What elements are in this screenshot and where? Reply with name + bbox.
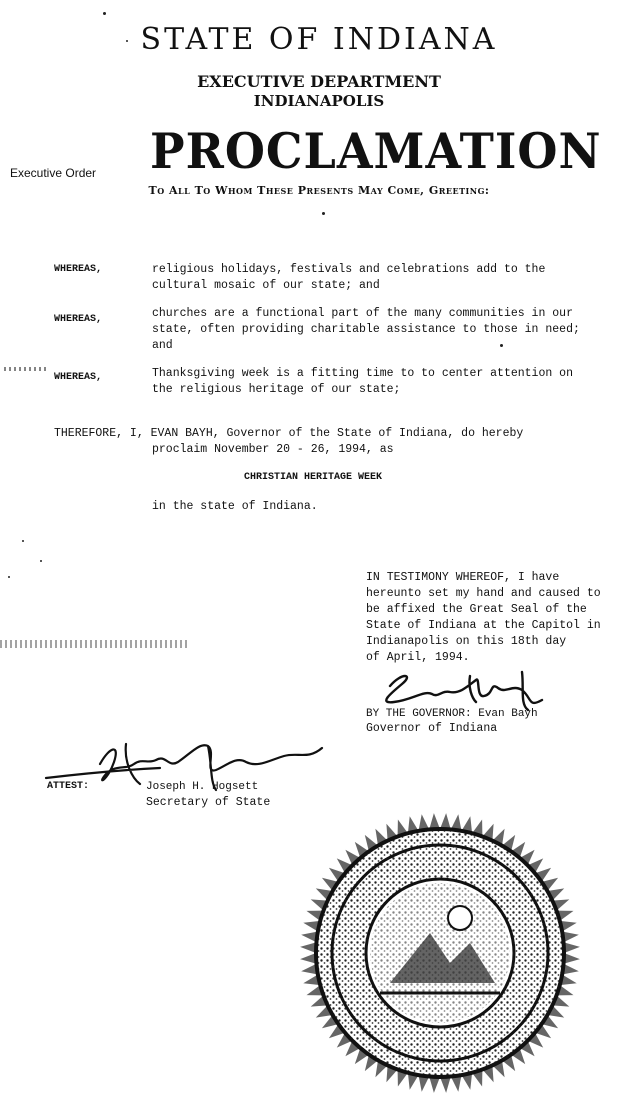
secretary-title: Secretary of State [146,796,271,809]
whereas-1-line-1: religious holidays, festivals and celebrations add to the [152,263,546,276]
whereas-label-1: WHEREAS, [54,264,103,275]
scan-speck [103,12,106,15]
secretary-name: Joseph H. Hogsett [146,781,259,793]
governor-title: Governor of Indiana [366,722,498,735]
testimony-line-6: of April, 1994. [366,651,470,664]
scan-speck [126,40,128,42]
whereas-3-line-2: the religious heritage of our state; [152,383,401,396]
scan-speck [500,344,503,347]
testimony-block [366,570,626,666]
city-heading: INDIANAPOLIS [253,92,385,110]
governor-signature [372,664,562,714]
whereas-text-3 [152,366,622,398]
testimony-line-5: Indianapolis on this 18th day [366,635,567,648]
whereas-2-line-1: churches are a functional part of the many communities in our [152,307,573,320]
scan-noise-band [0,640,190,648]
whereas-2-line-3: and [152,339,173,352]
observance-name: CHRISTIAN HERITAGE WEEK [244,472,383,483]
whereas-label-2: WHEREAS, [54,314,103,325]
scan-speck [322,212,325,215]
whereas-2-line-2: state, often providing charitable assistance to those in need; [152,323,580,336]
locality-line: in the state of Indiana. [152,500,318,513]
scan-noise-mark [4,367,46,371]
state-title: STATE OF INDIANA [140,22,498,57]
great-seal-icon [290,808,590,1094]
greeting-line: To All To Whom These Presents May Come, Greeting: [148,184,490,197]
testimony-line-1: IN TESTIMONY WHEREOF, I have [366,571,560,584]
whereas-1-line-2: cultural mosaic of our state; and [152,279,380,292]
department-heading: EXECUTIVE DEPARTMENT [197,72,441,91]
proclamation-title: PROCLAMATION [150,122,602,180]
whereas-text-1 [152,262,622,294]
governor-by-line: BY THE GOVERNOR: Evan Bayh [366,708,538,720]
testimony-line-3: be affixed the Great Seal of the [366,603,587,616]
scan-speck [22,540,24,542]
executive-order-label: Executive Order [10,166,97,180]
therefore-line-2: proclaim November 20 - 26, 1994, as [152,443,394,456]
whereas-text-2 [152,306,622,354]
therefore-line-1: THEREFORE, I, EVAN BAYH, Governor of the State of Indiana, do hereby [54,427,524,440]
testimony-line-2: hereunto set my hand and caused to [366,587,601,600]
whereas-3-line-1: Thanksgiving week is a fitting time to to center attention on [152,367,573,380]
testimony-line-4: State of Indiana at the Capitol in [366,619,601,632]
whereas-label-3: WHEREAS, [54,372,103,383]
attest-label: ATTEST: [47,781,90,792]
scan-speck [40,560,42,562]
scan-speck [8,576,10,578]
